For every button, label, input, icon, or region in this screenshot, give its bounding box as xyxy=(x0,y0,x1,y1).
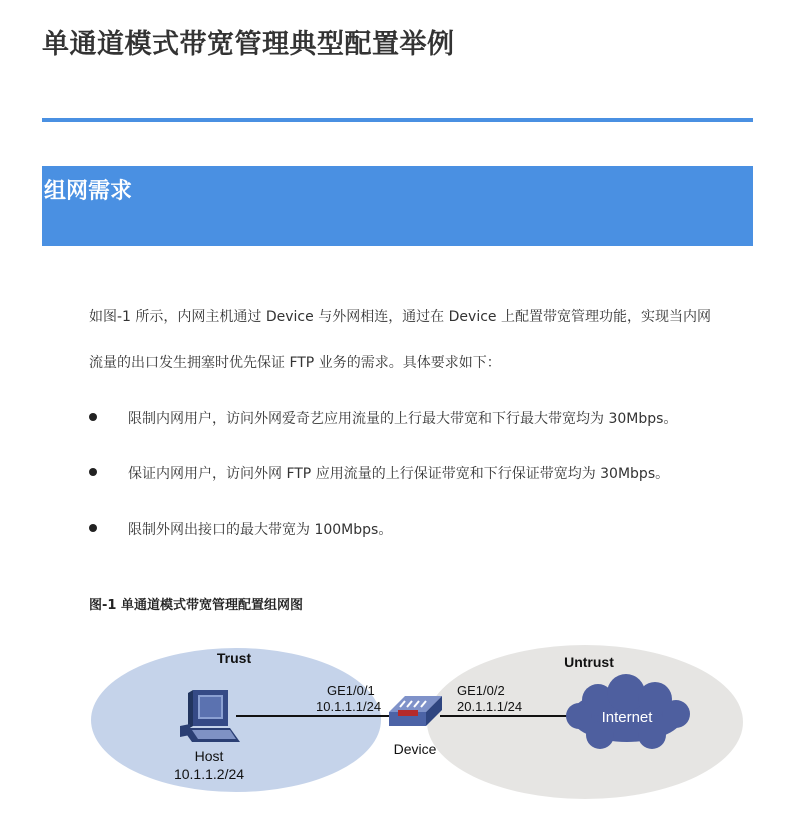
right-ip-label: 20.1.1.1/24 xyxy=(457,699,523,714)
intro-paragraph-line-2: 流量的出口发生拥塞时优先保证 FTP 业务的需求。具体要求如下： xyxy=(89,355,501,371)
figure-caption: 图-1 单通道模式带宽管理配置组网图 xyxy=(89,598,303,613)
device-label: Device xyxy=(393,741,437,757)
bullet-text: 保证内网用户，访问外网 FTP 应用流量的上行保证带宽和下行保证带宽均为 30Mbps。 xyxy=(128,466,670,482)
right-interface-label: GE1/0/2 xyxy=(457,683,505,698)
host-ip-label: 10.1.1.2/24 xyxy=(173,766,245,782)
bullet-text: 限制外网出接口的最大带宽为 100Mbps。 xyxy=(128,522,393,538)
left-ip-label: 10.1.1.1/24 xyxy=(316,699,382,714)
intro-paragraph-line-1: 如图-1 所示，内网主机通过 Device 与外网相连，通过在 Device 上配置带宽管理功能，实现当内网 xyxy=(89,309,711,325)
left-interface-label: GE1/0/1 xyxy=(327,683,375,698)
trust-zone-label: Trust xyxy=(216,650,252,666)
page-title: 单通道模式带宽管理典型配置举例 xyxy=(42,29,455,60)
host-label: Host xyxy=(194,748,224,764)
internet-label: Internet xyxy=(601,709,653,726)
untrust-zone-label: Untrust xyxy=(564,654,614,670)
section-heading: 组网需求 xyxy=(44,179,133,204)
bullet-text: 限制内网用户，访问外网爱奇艺应用流量的上行最大带宽和下行最大带宽均为 30Mbps。 xyxy=(128,411,678,427)
